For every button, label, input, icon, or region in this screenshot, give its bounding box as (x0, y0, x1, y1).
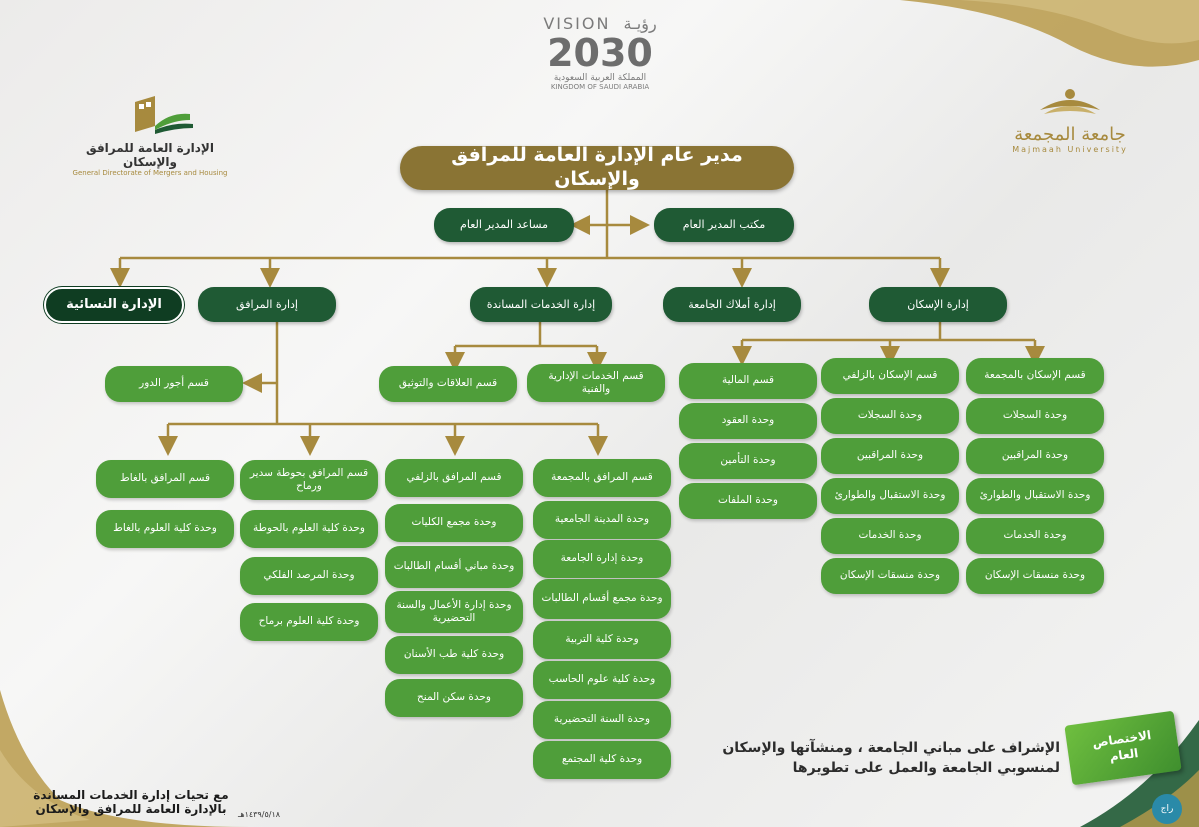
facilities-col2-item[interactable]: وحدة إدارة الأعمال والسنة التحضيرية (385, 591, 523, 633)
university-logo-english: Majmaah University (1012, 145, 1128, 154)
housing-col2-item[interactable]: وحدة الخدمات (821, 518, 959, 554)
university-logo-arabic: جامعة المجمعة (1014, 124, 1126, 145)
directorate-logo-english: General Directorate of Mergers and Housing (72, 169, 228, 177)
vision-arabic: رؤيـة (623, 14, 657, 33)
assistant-node[interactable]: مساعد المدير العام (434, 208, 574, 242)
kingdom-arabic: المملكة العربية السعودية (553, 73, 647, 83)
support-item[interactable]: قسم الخدمات الإدارية والفنية (527, 364, 665, 402)
support-node[interactable]: إدارة الخدمات المساندة (470, 287, 612, 322)
general-director-node[interactable]: مدير عام الإدارة العامة للمرافق والإسكان (400, 146, 794, 190)
housing-col1-item[interactable]: قسم الإسكان بالمجمعة (966, 358, 1104, 394)
property-item[interactable]: وحدة العقود (679, 403, 817, 439)
facilities-node[interactable]: إدارة المرافق (198, 287, 336, 322)
facilities-col2-item[interactable]: وحدة مجمع الكليات (385, 504, 523, 542)
housing-col2-item[interactable]: وحدة الاستقبال والطوارئ (821, 478, 959, 514)
property-node[interactable]: إدارة أملاك الجامعة (663, 287, 801, 322)
greeting-text (24, 788, 238, 816)
housing-col2-item[interactable]: وحدة السجلات (821, 398, 959, 434)
housing-node[interactable]: إدارة الإسكان (869, 287, 1007, 322)
vision-year: 2030 (547, 31, 653, 75)
facilities-col4-item[interactable]: وحدة كلية العلوم بالغاط (96, 510, 234, 548)
date-text: ١٤٣٩/٥/١٨هـ (238, 810, 281, 819)
kingdom-english: KINGDOM OF SAUDI ARABIA (550, 83, 650, 91)
facilities-col2-item[interactable]: قسم المرافق بالزلفي (385, 459, 523, 497)
facilities-col2-item[interactable]: وحدة كلية طب الأسنان (385, 636, 523, 674)
directorate-logo-arabic: الإدارة العامة للمرافق والإسكان (86, 141, 214, 169)
facilities-col1-item[interactable]: وحدة إدارة الجامعة (533, 540, 671, 578)
property-item[interactable]: قسم المالية (679, 363, 817, 399)
facilities-col3-item[interactable]: وحدة كلية العلوم برماح (240, 603, 378, 641)
facilities-col1-item[interactable]: قسم المرافق بالمجمعة (533, 459, 671, 497)
specialty-text (700, 740, 1060, 776)
facilities-rent-item[interactable]: قسم أجور الدور (105, 366, 243, 402)
housing-col2-item[interactable]: وحدة منسقات الإسكان (821, 558, 959, 594)
facilities-col2-item[interactable]: وحدة مباني أقسام الطالبات (385, 546, 523, 588)
property-item[interactable]: وحدة التأمين (679, 443, 817, 479)
support-item[interactable]: قسم العلاقات والتوثيق (379, 366, 517, 402)
facilities-col1-item[interactable]: وحدة كلية علوم الحاسب (533, 661, 671, 699)
housing-col1-item[interactable]: وحدة المراقبين (966, 438, 1104, 474)
facilities-col1-item[interactable]: وحدة السنة التحضيرية (533, 701, 671, 739)
facilities-col2-item[interactable]: وحدة سكن المنح (385, 679, 523, 717)
facilities-col3-item[interactable]: وحدة المرصد الفلكي (240, 557, 378, 595)
facilities-col3-item[interactable]: قسم المرافق بحوطة سدير ورماح (240, 460, 378, 500)
facilities-col3-item[interactable]: وحدة كلية العلوم بالحوطة (240, 510, 378, 548)
facilities-col1-item[interactable]: وحدة مجمع أقسام الطالبات (533, 579, 671, 619)
housing-col1-item[interactable]: وحدة منسقات الإسكان (966, 558, 1104, 594)
housing-col1-item[interactable]: وحدة الخدمات (966, 518, 1104, 554)
housing-col2-item[interactable]: وحدة المراقبين (821, 438, 959, 474)
stamp-label: راج (1160, 804, 1174, 814)
housing-col2-item[interactable]: قسم الإسكان بالزلفي (821, 358, 959, 394)
greeting-line2: بالإدارة العامة للمرافق والإسكان (35, 802, 227, 816)
vision-label: VISION (543, 14, 611, 33)
property-item[interactable]: وحدة الملفات (679, 483, 817, 519)
office-node[interactable]: مكتب المدير العام (654, 208, 794, 242)
facilities-col1-item[interactable]: وحدة المدينة الجامعية (533, 501, 671, 539)
specialty-line2: لمنسوبي الجامعة والعمل على تطويرها (792, 760, 1060, 776)
housing-col1-item[interactable]: وحدة السجلات (966, 398, 1104, 434)
greeting-line1: مع تحيات إدارة الخدمات المساندة (33, 788, 229, 802)
women-department-node[interactable]: الإدارة النسائية (44, 287, 184, 323)
facilities-col1-item[interactable]: وحدة كلية التربية (533, 621, 671, 659)
specialty-line1: الإشراف على مباني الجامعة ، ومنشآتها والإسكان (722, 740, 1060, 756)
housing-col1-item[interactable]: وحدة الاستقبال والطوارئ (966, 478, 1104, 514)
facilities-col1-item[interactable]: وحدة كلية المجتمع (533, 741, 671, 779)
specialty-badge-label: الاختصاص العام (1091, 728, 1153, 764)
stamp-icon (1152, 794, 1182, 824)
facilities-col4-item[interactable]: قسم المرافق بالغاط (96, 460, 234, 498)
